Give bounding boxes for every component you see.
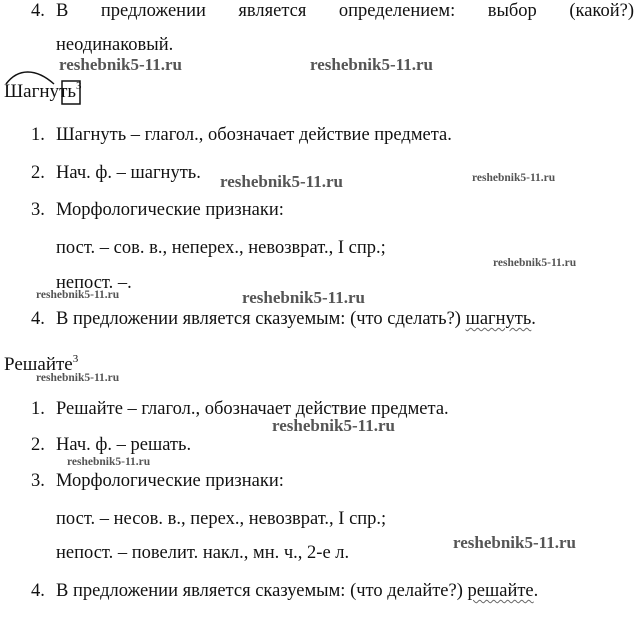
watermark: reshebnik5-11.ru bbox=[472, 172, 556, 184]
word-title: Решайте bbox=[4, 354, 73, 375]
watermark: reshebnik5-11.ru bbox=[220, 172, 343, 191]
list-number: 4. bbox=[31, 581, 45, 601]
variable-features: непост. – повелит. накл., мн. ч., 2-е л. bbox=[56, 543, 350, 563]
list-number: 1. bbox=[31, 399, 45, 419]
watermark: reshebnik5-11.ru bbox=[493, 257, 577, 269]
variable-features: непост. –. bbox=[56, 273, 132, 293]
word-stem: Шагну bbox=[4, 81, 60, 102]
watermark: reshebnik5-11.ru bbox=[272, 416, 395, 435]
morpheme-marks bbox=[0, 66, 90, 106]
list-number: 2. bbox=[31, 435, 45, 455]
watermark: reshebnik5-11.ru bbox=[453, 533, 576, 552]
watermark: reshebnik5-11.ru bbox=[310, 55, 433, 74]
predicate-word: решайте bbox=[467, 581, 534, 601]
list-item bbox=[56, 308, 536, 330]
root-arc bbox=[6, 72, 54, 84]
list-item: Шагнуть – глагол., обозначает действие предмета. bbox=[56, 125, 452, 145]
list-item: Морфологические признаки: bbox=[56, 471, 284, 491]
ending-box bbox=[62, 81, 80, 104]
list-item bbox=[56, 580, 538, 602]
item-4-number: 4. bbox=[31, 1, 45, 21]
watermark: reshebnik5-11.ru bbox=[36, 372, 120, 384]
list-number: 3. bbox=[31, 200, 45, 220]
list-number: 2. bbox=[31, 163, 45, 183]
list-item: Нач. ф. – шагнуть. bbox=[56, 163, 201, 183]
list-number: 4. bbox=[31, 309, 45, 329]
period: . bbox=[531, 309, 536, 329]
list-item: Морфологические признаки: bbox=[56, 200, 284, 220]
predicate-word: шагнуть bbox=[465, 309, 532, 329]
watermark: reshebnik5-11.ru bbox=[59, 55, 182, 74]
list-item: Решайте – глагол., обозначает действие предмета. bbox=[56, 399, 449, 419]
period: . bbox=[533, 581, 539, 601]
constant-features: пост. – несов. в., перех., невозврат., I спр.; bbox=[56, 509, 387, 529]
list-item: Нач. ф. – решать. bbox=[56, 435, 192, 455]
constant-features: пост. – сов. в., неперех., невозврат., I спр.; bbox=[56, 238, 386, 258]
list-number: 1. bbox=[31, 125, 45, 145]
watermark: reshebnik5-11.ru bbox=[67, 456, 151, 468]
item-4-text: В предложении является определением: выбор (какой?) bbox=[56, 1, 634, 21]
item-4-text: В предложении является сказуемым: (что делайте?) bbox=[56, 581, 463, 601]
word-ending: ть bbox=[59, 81, 77, 102]
watermark: reshebnik5-11.ru bbox=[242, 288, 365, 307]
item-4-text: В предложении является сказуемым: (что сделать?) bbox=[56, 309, 461, 329]
watermark: reshebnik5-11.ru bbox=[36, 289, 120, 301]
footnote-mark: 3 bbox=[76, 80, 82, 92]
list-number: 3. bbox=[31, 471, 45, 491]
footnote-mark: 3 bbox=[72, 353, 79, 365]
item-4-text-continued: неодинаковый. bbox=[56, 35, 174, 55]
